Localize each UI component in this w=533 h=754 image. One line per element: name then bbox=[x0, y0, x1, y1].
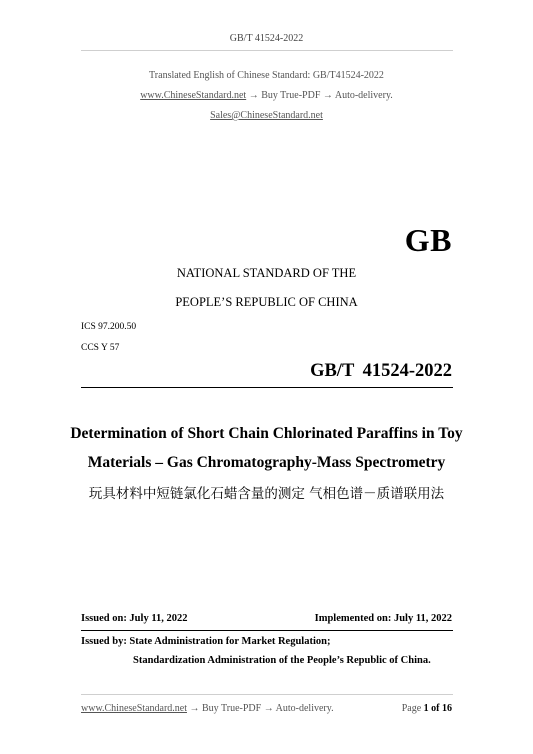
page-number bbox=[402, 703, 452, 714]
standard-number-divider bbox=[81, 387, 453, 388]
issue-divider bbox=[81, 630, 453, 631]
page-label: Page bbox=[401, 703, 422, 714]
title-chinese: 玩具材料中短链氯化石蜡含量的测定 气相色谱－质谱联用法 bbox=[88, 486, 445, 502]
national-standard-line-2: PEOPLE’S REPUBLIC OF CHINA bbox=[175, 295, 358, 309]
issuing-authority-1: Issued by: State Administration for Market Regulation; bbox=[81, 636, 331, 647]
ccs-code: CCS Y 57 bbox=[81, 343, 120, 353]
footer-purchase-line bbox=[81, 703, 334, 714]
chinesestandard-link[interactable]: www.ChineseStandard.net bbox=[140, 90, 247, 101]
arrow-right-icon: → bbox=[263, 703, 274, 714]
sales-email-link[interactable]: Sales@ChineseStandard.net bbox=[210, 110, 323, 121]
header-standard-code: GB/T 41524-2022 bbox=[229, 33, 304, 44]
implemented-on-date: Implemented on: July 11, 2022 bbox=[314, 613, 452, 624]
issued-on-date: Issued on: July 11, 2022 bbox=[81, 613, 188, 624]
footer-buy-text: Buy True-PDF bbox=[202, 703, 262, 714]
footer-chinesestandard-link[interactable]: www.ChineseStandard.net bbox=[81, 703, 187, 714]
purchase-line bbox=[0, 90, 533, 101]
translation-notice: Translated English of Chinese Standard: GB/T41524-2022 bbox=[149, 70, 384, 81]
page-total: 16 bbox=[442, 703, 452, 714]
national-standard-line-1: NATIONAL STANDARD OF THE bbox=[176, 266, 357, 280]
arrow-right-icon: → bbox=[189, 703, 200, 714]
issuing-authority-2: Standardization Administration of the People’s Republic of China. bbox=[133, 655, 431, 666]
header-divider bbox=[81, 50, 453, 51]
title-line-1: Determination of Short Chain Chlorinated Paraffins in Toy bbox=[70, 425, 463, 442]
footer-divider bbox=[81, 694, 453, 695]
title-line-2: Materials – Gas Chromatography-Mass Spectrometry bbox=[87, 454, 446, 471]
gb-logo-mark: GB bbox=[404, 222, 452, 258]
buy-true-pdf-text: Buy True-PDF bbox=[261, 90, 321, 101]
arrow-right-icon: → bbox=[322, 90, 333, 101]
standard-number: GB/T 41524-2022 bbox=[310, 361, 452, 381]
ics-code: ICS 97.200.50 bbox=[81, 322, 137, 332]
page-current: 1 bbox=[423, 703, 429, 714]
auto-delivery-text: Auto-delivery. bbox=[334, 90, 393, 101]
page-of: of bbox=[431, 703, 440, 714]
footer-delivery-text: Auto-delivery. bbox=[275, 703, 334, 714]
sales-line bbox=[0, 110, 533, 121]
arrow-right-icon: → bbox=[248, 90, 259, 101]
